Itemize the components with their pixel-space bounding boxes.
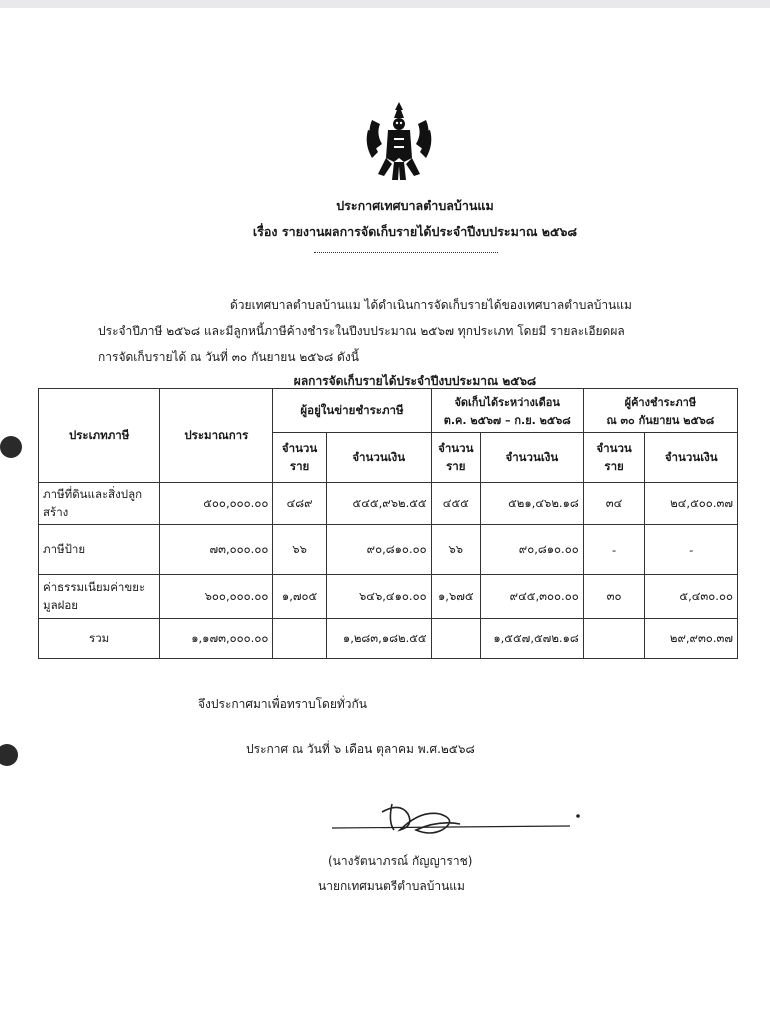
row-payers-count: ๑,๗๐๕ xyxy=(273,575,326,619)
punch-hole-top xyxy=(0,436,22,458)
total-arrears-amount: ๒๙,๙๓๐.๓๗ xyxy=(645,619,738,659)
row-payers-amount: ๙๐,๘๑๐.๐๐ xyxy=(326,525,431,575)
row-tax-type: ภาษีที่ดินและสิ่งปลูกสร้าง xyxy=(39,483,160,525)
row-estimate: ๗๓,๐๐๐.๐๐ xyxy=(160,525,273,575)
total-arrears-count xyxy=(583,619,645,659)
body-line-2: ประจำปีภาษี ๒๕๖๘ และมีลูกหนี้ภาษีค้างชำระในปีงบประมาณ ๒๕๖๗ ทุกประเภท โดยมี รายละเอียดผล xyxy=(98,324,625,338)
revenue-table xyxy=(38,388,738,659)
header-arrears-count: จำนวนราย xyxy=(583,433,645,483)
announcement-date: ประกาศ ณ วันที่ ๖ เดือน ตุลาคม พ.ศ.๒๕๖๘ xyxy=(246,742,475,756)
closing-statement: จึงประกาศมาเพื่อทราบโดยทั่วกัน xyxy=(198,697,367,711)
row-collected-amount: ๙๐,๘๑๐.๐๐ xyxy=(480,525,583,575)
row-payers-count: ๖๖ xyxy=(273,525,326,575)
header-payers-group: ผู้อยู่ในข่ายชำระภาษี xyxy=(273,389,431,433)
row-arrears-amount: ๒๔,๕๐๐.๓๗ xyxy=(645,483,738,525)
signatory-name: (นางรัตนาภรณ์ กัญญาราช) xyxy=(328,854,473,868)
row-estimate: ๕๐๐,๐๐๐.๐๐ xyxy=(160,483,273,525)
row-collected-count: ๑,๖๗๕ xyxy=(431,575,480,619)
row-collected-amount: ๙๔๕,๓๐๐.๐๐ xyxy=(480,575,583,619)
row-arrears-count: - xyxy=(583,525,645,575)
row-arrears-count: ๓๐ xyxy=(583,575,645,619)
row-arrears-amount: - xyxy=(645,525,738,575)
row-tax-type: ภาษีป้าย xyxy=(39,525,160,575)
row-collected-amount: ๕๒๑,๔๖๒.๑๘ xyxy=(480,483,583,525)
body-line-1: ด้วยเทศบาลตำบลบ้านแม ได้ดำเนินการจัดเก็บรายได้ของเทศบาลตำบลบ้านแม xyxy=(230,298,632,312)
header-collected-amount: จำนวนเงิน xyxy=(480,433,583,483)
row-payers-count: ๔๘๙ xyxy=(273,483,326,525)
header-collected-line2: ต.ค. ๒๕๖๗ – ก.ย. ๒๕๖๘ xyxy=(443,413,571,427)
dotted-divider xyxy=(314,252,498,253)
header-collected-group xyxy=(431,389,583,433)
header-estimate: ประมาณการ xyxy=(160,389,273,483)
row-tax-type: ค่าธรรมเนียมค่าขยะมูลฝอย xyxy=(39,575,160,619)
header-collected-line1: จัดเก็บได้ระหว่างเดือน xyxy=(454,395,560,409)
table-row xyxy=(39,525,738,575)
total-estimate: ๑,๑๗๓,๐๐๐.๐๐ xyxy=(160,619,273,659)
body-line-3: การจัดเก็บรายได้ ณ วันที่ ๓๐ กันยายน ๒๕๖๘ ดังนี้ xyxy=(98,350,359,364)
table-row xyxy=(39,483,738,525)
header-arrears-line1: ผู้ค้างชำระภาษี xyxy=(624,395,697,409)
signature-icon xyxy=(330,792,590,842)
total-payers-count xyxy=(273,619,326,659)
row-arrears-amount: ๕,๔๓๐.๐๐ xyxy=(645,575,738,619)
row-payers-amount: ๖๔๖,๔๑๐.๐๐ xyxy=(326,575,431,619)
table-total-row xyxy=(39,619,738,659)
row-payers-amount: ๕๔๕,๙๖๒.๕๕ xyxy=(326,483,431,525)
header-tax-type: ประเภทภาษี xyxy=(39,389,160,483)
table-title: ผลการจัดเก็บรายได้ประจำปีงบประมาณ ๒๕๖๘ xyxy=(293,374,537,388)
header-payers-amount: จำนวนเงิน xyxy=(326,433,431,483)
announcement-subject: เรื่อง รายงานผลการจัดเก็บรายได้ประจำปีงบประมาณ ๒๕๖๘ xyxy=(252,224,578,239)
punch-hole-bottom xyxy=(0,744,18,766)
table-row xyxy=(39,575,738,619)
header-payers-count: จำนวนราย xyxy=(273,433,326,483)
signatory-position: นายกเทศมนตรีตำบลบ้านแม xyxy=(318,879,465,893)
row-collected-count: ๖๖ xyxy=(431,525,480,575)
total-label: รวม xyxy=(39,619,160,659)
row-collected-count: ๔๕๕ xyxy=(431,483,480,525)
row-estimate: ๖๐๐,๐๐๐.๐๐ xyxy=(160,575,273,619)
header-collected-count: จำนวนราย xyxy=(431,433,480,483)
row-arrears-count: ๓๔ xyxy=(583,483,645,525)
viewer-top-bar xyxy=(0,0,770,8)
header-arrears-amount: จำนวนเงิน xyxy=(645,433,738,483)
total-collected-amount: ๑,๕๕๗,๕๗๒.๑๘ xyxy=(480,619,583,659)
garuda-emblem-icon xyxy=(364,100,434,182)
header-arrears-group xyxy=(583,389,737,433)
announcement-title: ประกาศเทศบาลตำบลบ้านแม xyxy=(336,198,494,213)
total-payers-amount: ๑,๒๘๓,๑๘๒.๕๕ xyxy=(326,619,431,659)
header-arrears-line2: ณ ๓๐ กันยายน ๒๕๖๘ xyxy=(606,413,715,427)
total-collected-count xyxy=(431,619,480,659)
